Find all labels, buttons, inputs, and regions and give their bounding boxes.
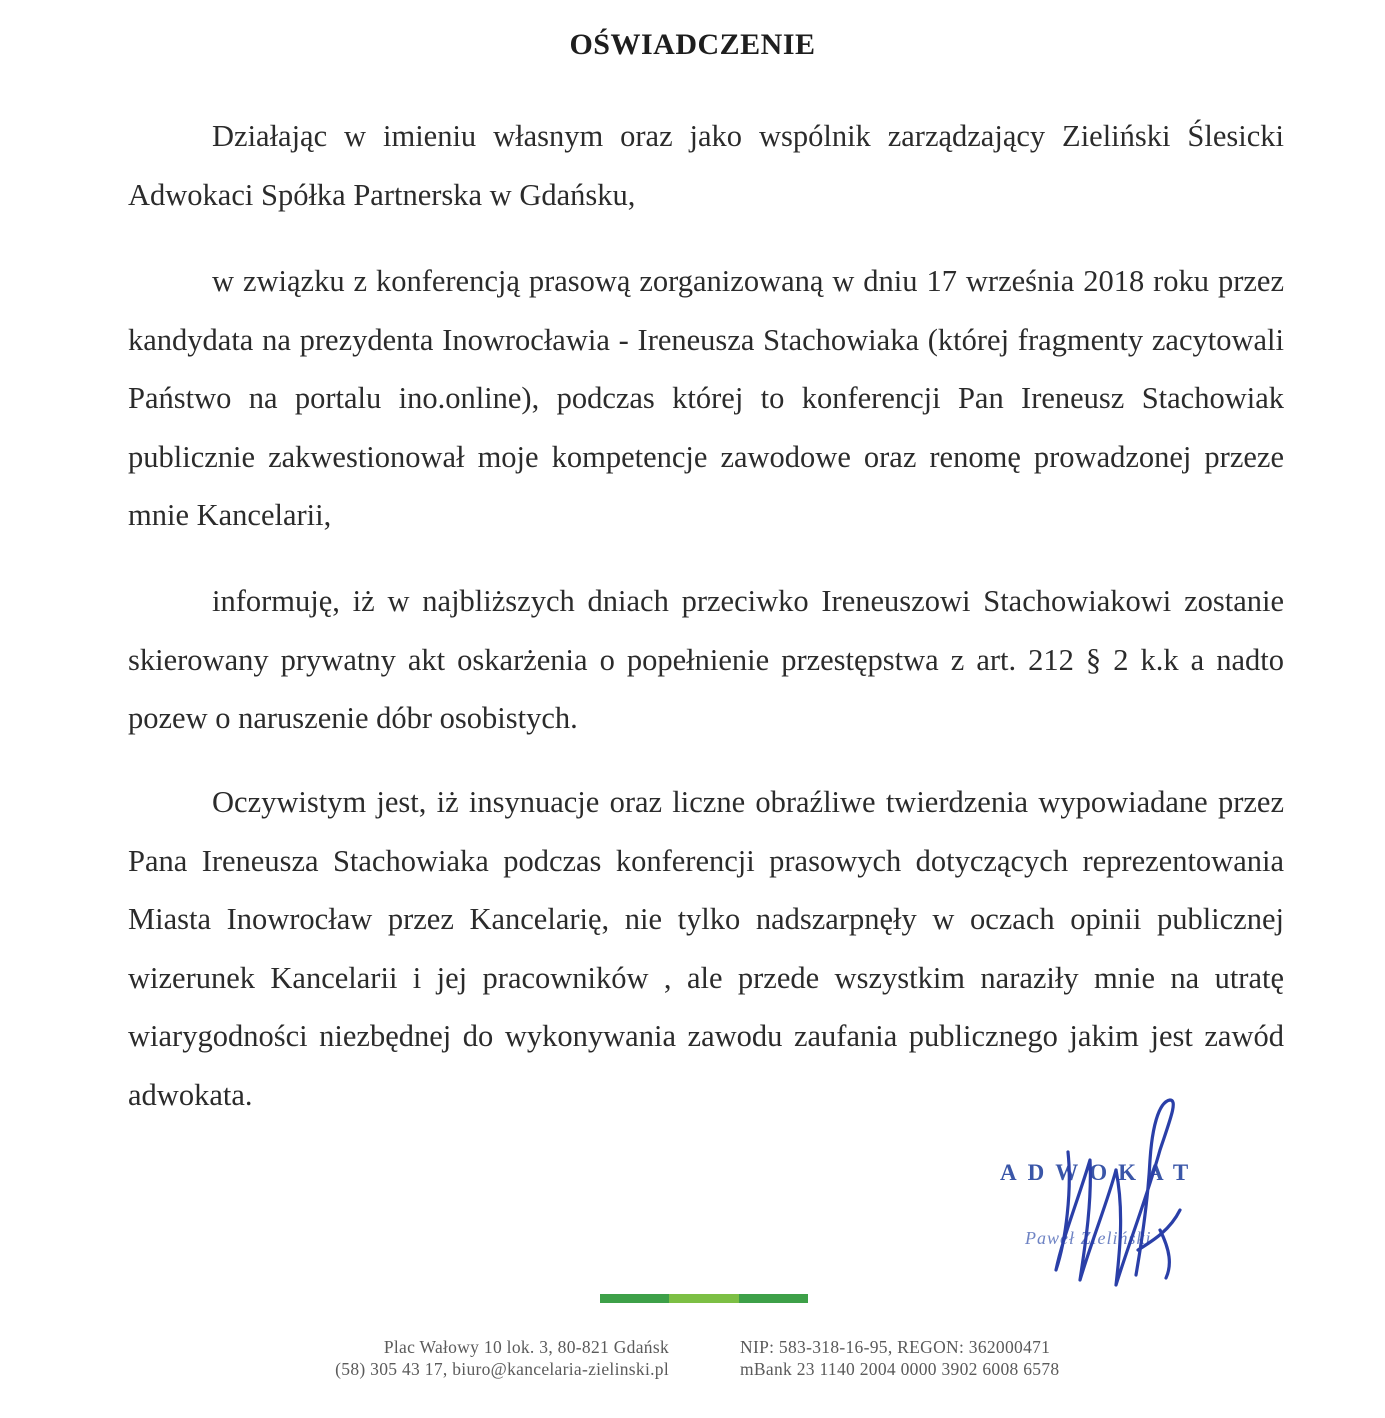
paragraph-2: w związku z konferencją prasową zorganizowaną w dniu 17 września 2018 roku przez kandydata na prezydenta Inowrocławia - Ireneusza Stachowiaka (której fragmenty zacytowali Państwo na portalu ino.online), podczas której to konferencji Pan Ireneusz Stachowiak publicznie zakwestionował moje kompetencje zawodowe oraz renomę prowadzonej przeze mnie Kancelarii,	[128, 264, 1284, 532]
document-title: OŚWIADCZENIE	[569, 28, 816, 61]
stamp-title: ADWOKAT	[1000, 1160, 1200, 1185]
handwritten-signature-icon	[1020, 1090, 1220, 1300]
green-bar-segment	[600, 1294, 669, 1303]
footer-contact	[335, 1336, 669, 1380]
paragraph-4: Oczywistym jest, iż insynuacje oraz liczne obraźliwe twierdzenia wypowiadane przez Pana Ireneusza Stachowiaka podczas konferencji prasowych dotyczących reprezentowania Miasta Inowrocław przez Kancelarię, nie tylko nadszarpnęły w oczach opinii publicznej wizerunek Kancelarii i jej pracowników , ale przede wszystkim naraziły mnie na utratę wiarygodności niezbędnej do wykonywania zawodu zaufania publicznego jakim jest zawód adwokata.	[128, 785, 1284, 1112]
footer-phone-email: (58) 305 43 17, biuro@kancelaria-zielinski.pl	[335, 1359, 669, 1379]
footer-nip-regon: NIP: 583-318-16-95, REGON: 362000471	[740, 1337, 1051, 1357]
green-divider-bar	[600, 1294, 808, 1303]
green-bar-segment	[739, 1294, 808, 1303]
paragraph-3: informuję, iż w najbliższych dniach przeciwko Ireneuszowi Stachowiakowi zostanie skierowany prywatny akt oskarżenia o popełnienie przestępstwa z art. 212 § 2 k.k a nadto pozew o naruszenie dóbr osobistych.	[128, 584, 1284, 735]
paragraph-1: Działając w imieniu własnym oraz jako wspólnik zarządzający Zieliński Ślesicki Adwokaci Spółka Partnerska w Gdańsku,	[128, 119, 1284, 212]
stamp-name: Paweł Zieliński	[1025, 1228, 1152, 1248]
footer-address: Plac Wałowy 10 lok. 3, 80-821 Gdańsk	[383, 1337, 669, 1357]
footer-company-ids	[740, 1336, 1059, 1380]
green-bar-segment	[669, 1294, 738, 1303]
footer-bank-account: mBank 23 1140 2004 0000 3902 6008 6578	[740, 1359, 1060, 1379]
